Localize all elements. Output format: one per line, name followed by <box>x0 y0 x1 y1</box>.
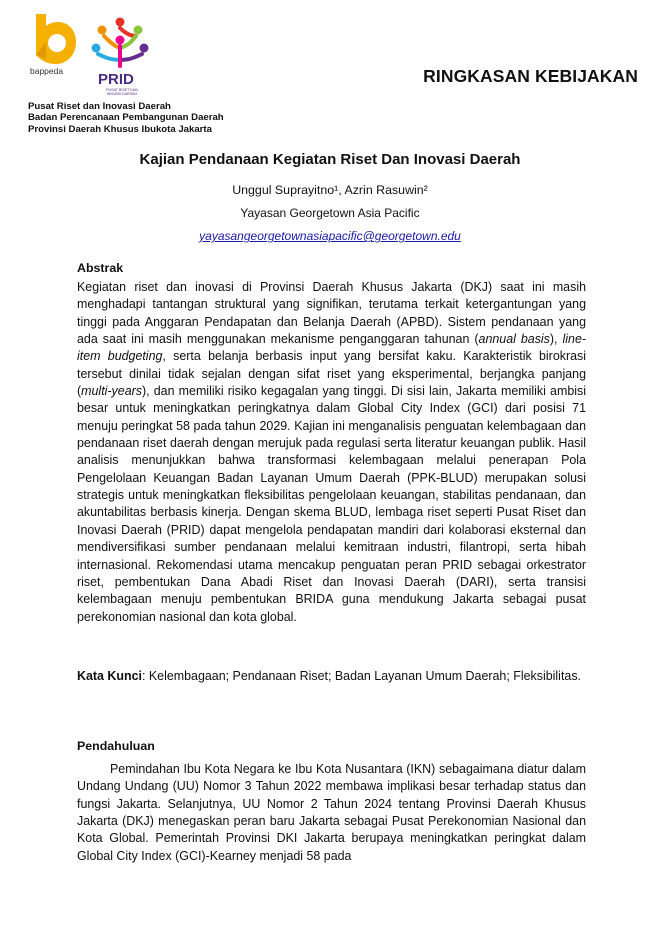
email-link[interactable]: yayasangeorgetownasiapacific@georgetown.edu <box>199 229 461 243</box>
prid-logo-subtext: PUSAT RISET DAN INOVASI DAERAH <box>106 88 138 97</box>
bappeda-logo-text: bappeda <box>30 66 64 76</box>
abstract-italic: line-item budgeting <box>77 332 587 364</box>
bappeda-logo <box>30 12 78 78</box>
authors: Unggul Suprayitno¹, Azrin Rasuwin² <box>232 183 428 197</box>
keywords <box>77 668 586 685</box>
prid-people-icon <box>86 16 154 70</box>
prid-logo <box>86 16 154 98</box>
paper-title: Kajian Pendanaan Kegiatan Riset Dan Inovasi Daerah <box>139 151 521 168</box>
organization-block <box>28 101 224 135</box>
abstract-italic: annual basis <box>478 332 550 347</box>
abstract-body <box>77 279 586 626</box>
abstract-text: Kegiatan riset dan inovasi di Provinsi Daerah Khusus Jakarta (DKJ) saat ini masih menghadapi tantangan struktural yang signifikan, terutama terkait ketergantungan yang tinggi pada Anggaran Pendapatan dan Belanja Daerah (APBD). Sistem pendanaan yang ada saat ini masih menggunakan mekanisme penganggaran tahunan ( <box>77 280 586 347</box>
prid-logo-text: PRID <box>98 71 134 88</box>
abstract-text: ), <box>549 332 563 347</box>
affiliation: Yayasan Georgetown Asia Pacific <box>240 206 420 220</box>
keywords-text: : Kelembagaan; Pendanaan Riset; Badan Layanan Umum Daerah; Fleksibilitas. <box>141 669 581 683</box>
introduction-body: Pemindahan Ibu Kota Negara ke Ibu Kota Nusantara (IKN) sebagaimana diatur dalam Undang Undang (UU) Nomor 3 Tahun 2022 membawa implikasi besar terhadap status dan fungsi Jakarta. Selanjutnya, UU Nomor 2 Tahun 2024 tentang Provinsi Daerah Khusus Jakarta (DKJ) menegaskan peran baru Jakarta sebagai Pusat Perekonomian Nasional dan Kota Global. Pemerintah Provinsi DKI Jakarta berupaya meningkatkan peringkat dalam Global City Index (GCI)-Kearney menjadi 58 pada <box>77 762 586 863</box>
abstract-text: , serta belanja berbasis input yang bersifat kaku. Karakteristik birokrasi tersebut dinilai tidak sejalan dengan sifat riset yang eksperimental, berjangka panjang ( <box>77 349 586 399</box>
abstract-italic: multi-years <box>81 384 142 399</box>
introduction-heading: Pendahuluan <box>77 739 155 753</box>
abstract-heading: Abstrak <box>77 261 124 275</box>
keywords-label: Kata Kunci <box>77 669 142 683</box>
org-line: Pusat Riset dan Inovasi Daerah <box>28 101 171 112</box>
document-type: RINGKASAN KEBIJAKAN <box>423 66 638 86</box>
abstract-text: ), dan memiliki risiko kegagalan yang tinggi. Di sisi lain, Jakarta memiliki ambisi besar untuk meningkatkan peringkatnya dalam Global City Index (GCI) dari posisi 71 menuju peringkat 58 pada tahun 2029. Kajian ini menganalisis penguatan kelembagaan dan pendanaan riset daerah dengan merujuk pada regulasi serta literatur keuangan publik. Hasil analisis menunjukkan bahwa transformasi kelembagaan melalui penerapan Pola Pengelolaan Keuangan Badan Layanan Umum Daerah (PPK-BLUD) merupakan solusi strategis untuk meningkatkan fleksibilitas pengelolaan keuangan, stabilitas pendanaan, dan akuntabilitas berbasis kinerja. Dengan skema BLUD, lembaga riset seperti Pusat Riset dan Inovasi Daerah (PRID) dapat mengelola pendapatan mandiri dari kolaborasi eksternal dan mendiversifikasi sumber pendanaan melalui kemitraan industri, filantropi, serta hibah internasional. Rekomendasi utama mencakup penguatan peran PRID sebagai orkestrator riset, pembentukan Dana Abadi Riset dan Inovasi Daerah (DARI), serta transisi kelembagaan menuju pembentukan BRIDA guna mendukung Jakarta sebagai pusat perekonomian nasional dan kota global. <box>77 384 586 624</box>
org-line: Provinsi Daerah Khusus Ibukota Jakarta <box>28 123 212 135</box>
org-line: Badan Perencanaan Pembangunan Daerah <box>28 112 224 124</box>
bappeda-mark-icon <box>30 12 78 68</box>
